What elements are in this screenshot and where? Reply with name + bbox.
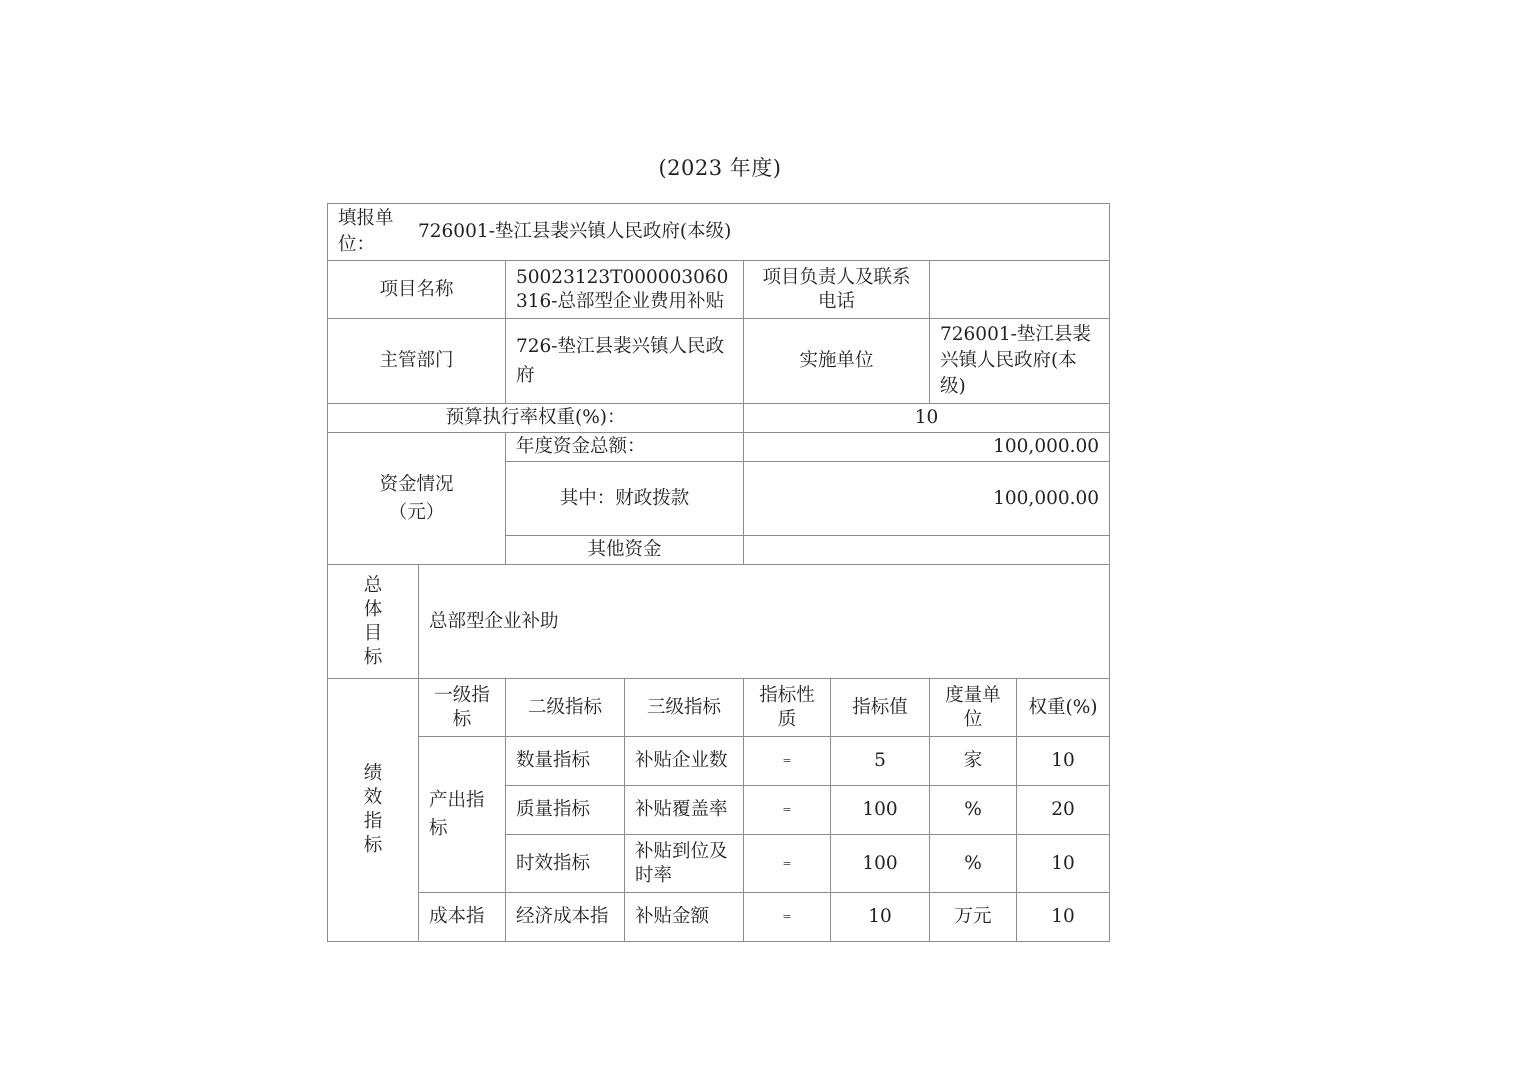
header-level2: 二级指标	[506, 679, 625, 737]
funds-other-label: 其他资金	[506, 536, 744, 565]
performance-form-table	[327, 203, 1110, 942]
cost-label: 成本指	[419, 893, 506, 942]
goal-value: 总部型企业补助	[419, 565, 1110, 679]
row-unit: %	[930, 786, 1017, 835]
budget-weight-value: 10	[744, 404, 1110, 433]
row-unit: %	[930, 835, 1017, 893]
funds-label	[328, 433, 506, 565]
funds-total-value: 100,000.00	[744, 433, 1110, 462]
funds-fiscal-label: 其中：财政拨款	[506, 462, 744, 536]
fill-unit-cell	[328, 204, 1110, 261]
row-value: 10	[831, 893, 930, 942]
row-weight: 20	[1017, 786, 1110, 835]
row-level3: 补贴金额	[625, 893, 744, 942]
header-weight: 权重(%)	[1017, 679, 1110, 737]
row-weight: 10	[1017, 893, 1110, 942]
row-level2: 数量指标	[506, 737, 625, 786]
performance-header-row	[328, 679, 1110, 737]
page-title: (2023 年度)	[658, 156, 782, 180]
header-level3: 三级指标	[625, 679, 744, 737]
header-value: 指标值	[831, 679, 930, 737]
impl-unit-value: 726001-垫江县裴兴镇人民政府(本级)	[930, 319, 1110, 404]
row-unit: 家	[930, 737, 1017, 786]
row-weight: 10	[1017, 835, 1110, 893]
project-contact-label: 项目负责人及联系电话	[744, 261, 930, 319]
impl-unit-label: 实施单位	[744, 319, 930, 404]
funds-total-row	[328, 433, 1110, 462]
performance-label	[328, 679, 419, 942]
dept-value: 726-垫江县裴兴镇人民政府	[506, 319, 744, 404]
budget-weight-label: 预算执行率权重(%)：	[328, 404, 744, 433]
row-level3: 补贴覆盖率	[625, 786, 744, 835]
goal-label	[328, 565, 419, 679]
row-value: 100	[831, 835, 930, 893]
project-row	[328, 261, 1110, 319]
funds-fiscal-value: 100,000.00	[744, 462, 1110, 536]
row-level3: 补贴企业数	[625, 737, 744, 786]
row-level2: 时效指标	[506, 835, 625, 893]
goal-label-text: 总体目标	[363, 574, 383, 668]
row-level2: 质量指标	[506, 786, 625, 835]
funds-label-text: 资金情况（元）	[379, 473, 454, 523]
row-nature: =	[744, 893, 831, 942]
header-level1: 一级指标	[419, 679, 506, 737]
header-nature: 指标性质	[744, 679, 831, 737]
output-label: 产出指标	[419, 737, 506, 893]
header-unit: 度量单位	[930, 679, 1017, 737]
table-row	[328, 737, 1110, 786]
fill-unit-label: 填报单位：	[338, 208, 394, 255]
row-level2: 经济成本指	[506, 893, 625, 942]
table-row	[328, 893, 1110, 942]
dept-row	[328, 319, 1110, 404]
project-name-value: 50023123T000003060316-总部型企业费用补贴	[506, 261, 744, 319]
dept-label: 主管部门	[328, 319, 506, 404]
funds-total-label: 年度资金总额：	[506, 433, 744, 462]
row-nature: =	[744, 737, 831, 786]
row-unit: 万元	[930, 893, 1017, 942]
row-value: 100	[831, 786, 930, 835]
fill-unit-value: 726001-垫江县裴兴镇人民政府(本级)	[418, 221, 732, 242]
row-nature: =	[744, 835, 831, 893]
fill-unit-row	[328, 204, 1110, 261]
row-nature: =	[744, 786, 831, 835]
goal-row	[328, 565, 1110, 679]
project-contact-value	[930, 261, 1110, 319]
funds-other-value	[744, 536, 1110, 565]
row-level3: 补贴到位及时率	[625, 835, 744, 893]
project-name-label: 项目名称	[328, 261, 506, 319]
row-weight: 10	[1017, 737, 1110, 786]
row-value: 5	[831, 737, 930, 786]
performance-label-text: 绩效指标	[363, 763, 383, 856]
budget-weight-row	[328, 404, 1110, 433]
